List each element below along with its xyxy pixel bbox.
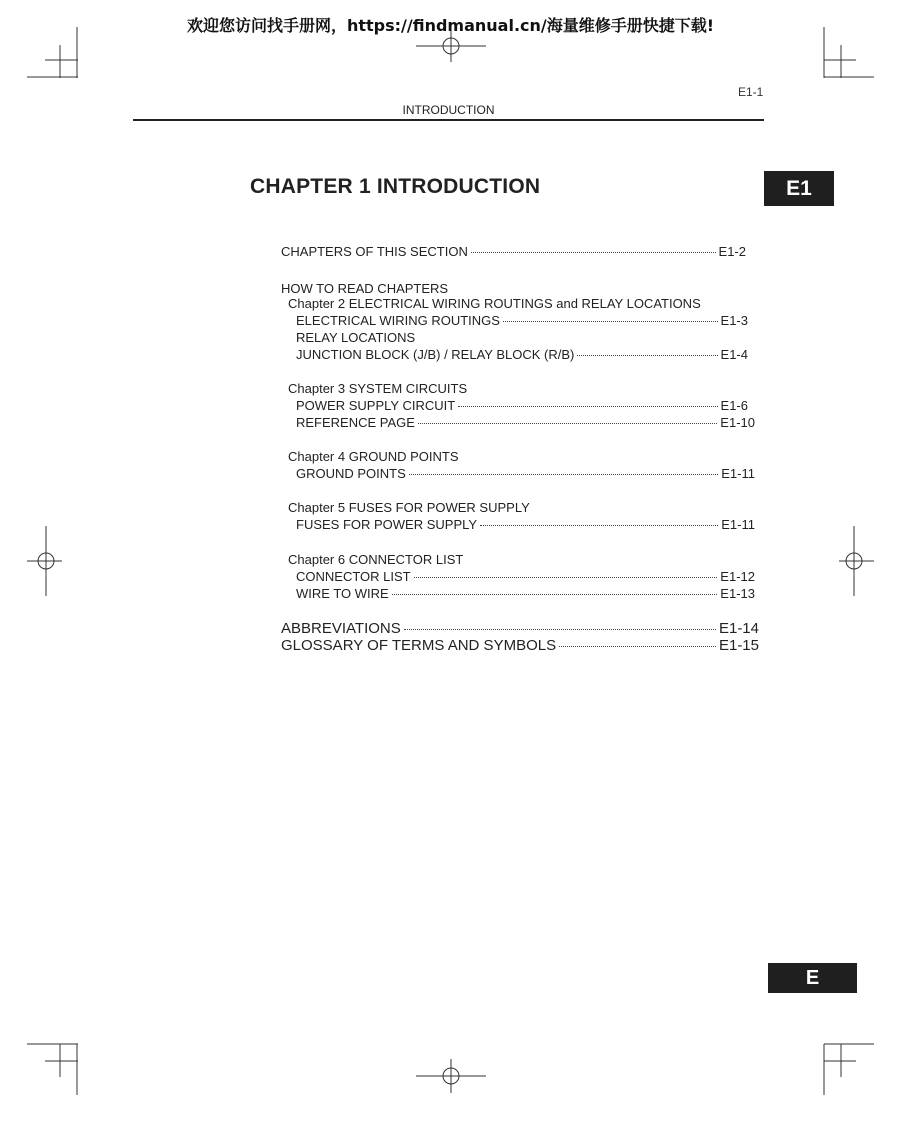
toc-entry-power-supply-circuit[interactable]: POWER SUPPLY CIRCUIT E1-6	[296, 398, 748, 413]
section-tab-e: E	[768, 963, 857, 993]
toc-heading-chapter-4: Chapter 4 GROUND POINTS	[288, 449, 459, 464]
toc-entry-junction-block[interactable]: JUNCTION BLOCK (J/B) / RELAY BLOCK (R/B) E1-4	[296, 347, 748, 362]
toc-entry-abbreviations[interactable]: ABBREVIATIONS E1-14	[281, 620, 759, 637]
toc-heading-how-to-read: HOW TO READ CHAPTERS	[281, 281, 449, 296]
toc-heading-chapter-6: Chapter 6 CONNECTOR LIST	[288, 552, 464, 567]
page-number: E1-1	[738, 85, 764, 99]
toc-entry-connector-list[interactable]: CONNECTOR LIST E1-12	[296, 569, 755, 584]
toc-entry-wire-to-wire[interactable]: WIRE TO WIRE E1-13	[296, 586, 755, 601]
chapter-title: CHAPTER 1 INTRODUCTION	[250, 175, 541, 198]
toc-heading-chapter-3: Chapter 3 SYSTEM CIRCUITS	[288, 381, 468, 396]
toc-entry-glossary[interactable]: GLOSSARY OF TERMS AND SYMBOLS E1-15	[281, 637, 759, 654]
toc-heading-chapter-2: Chapter 2 ELECTRICAL WIRING ROUTINGS and RELAY LOCATIONS	[288, 296, 701, 311]
toc-entry-chapters-of-section[interactable]: CHAPTERS OF THIS SECTION E1-2	[281, 244, 746, 259]
running-header: INTRODUCTION	[402, 103, 495, 117]
toc-heading-chapter-5: Chapter 5 FUSES FOR POWER SUPPLY	[288, 500, 530, 515]
toc-entry-relay-locations: RELAY LOCATIONS	[296, 330, 416, 345]
toc-entry-wiring-routings[interactable]: ELECTRICAL WIRING ROUTINGS E1-3	[296, 313, 748, 328]
toc-entry-ground-points[interactable]: GROUND POINTS E1-11	[296, 466, 755, 481]
site-banner: 欢迎您访问找手册网，https://findmanual.cn/海量维修手册快捷下载!	[186, 16, 715, 35]
toc-entry-fuses[interactable]: FUSES FOR POWER SUPPLY E1-11	[296, 517, 755, 532]
section-tab-e1: E1	[764, 171, 834, 206]
toc-entry-reference-page[interactable]: REFERENCE PAGE E1-10	[296, 415, 755, 430]
